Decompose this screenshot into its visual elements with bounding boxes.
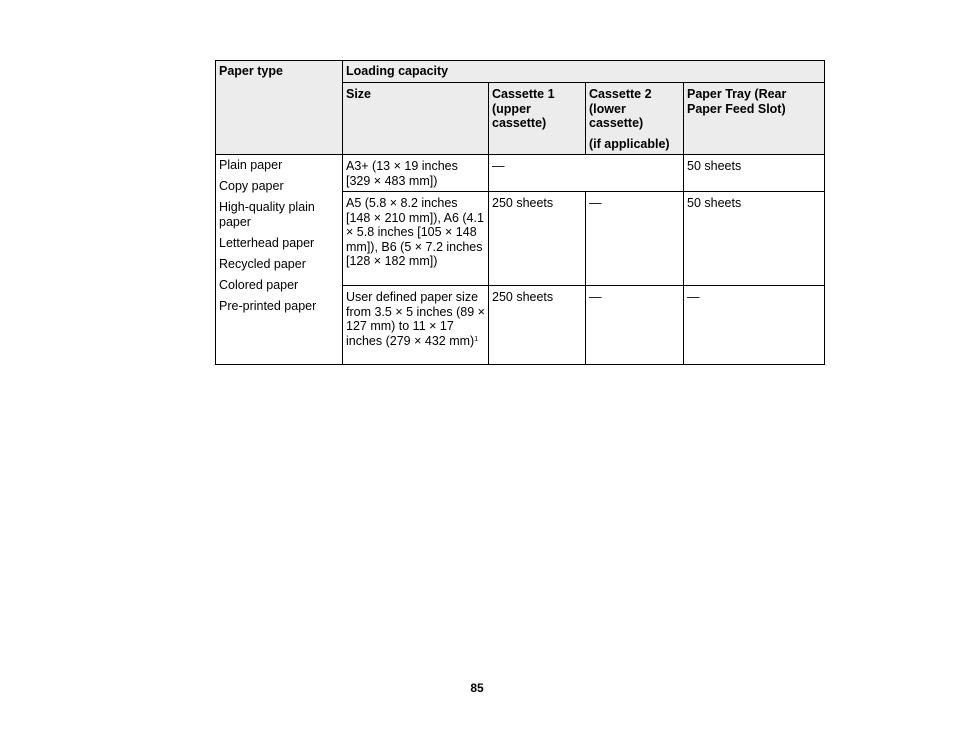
page-number: 85 bbox=[470, 681, 484, 695]
paper-types-cell bbox=[216, 155, 343, 365]
paper-type-item: Colored paper bbox=[219, 277, 299, 292]
header-loading-capacity: Loading capacity bbox=[343, 61, 825, 83]
paper-tray-cell: 50 sheets bbox=[684, 155, 825, 192]
header-cassette-2-note: (if applicable) bbox=[589, 136, 670, 151]
paper-type-item: High-quality plain paper bbox=[219, 200, 315, 229]
paper-capacity-table bbox=[215, 60, 825, 365]
size-text: User defined paper size from 3.5 × 5 inches (89 × 127 mm) to 11 × 17 inches (279 × 432 mm) bbox=[346, 290, 485, 348]
header-size: Size bbox=[343, 83, 489, 155]
size-cell: A3+ (13 × 19 inches [329 × 483 mm]) bbox=[343, 155, 489, 192]
header-paper-tray: Paper Tray (Rear Paper Feed Slot) bbox=[684, 83, 825, 155]
cassette-1-cell: — bbox=[489, 155, 684, 192]
table-row bbox=[216, 155, 825, 192]
paper-type-item: Letterhead paper bbox=[219, 235, 315, 250]
cassette-2-cell: — bbox=[586, 192, 684, 286]
header-cassette-1: Cassette 1 (upper cassette) bbox=[489, 83, 586, 155]
paper-tray-cell: 50 sheets bbox=[684, 192, 825, 286]
paper-type-item: Plain paper bbox=[219, 158, 283, 172]
header-cassette-2-label: Cassette 2 (lower cassette) bbox=[589, 87, 652, 130]
size-cell: A5 (5.8 × 8.2 inches [148 × 210 mm]), A6 (4.1 × 5.8 inches [105 × 148 mm]), B6 (5 × 7.2 inches [128 × 182 mm]) bbox=[343, 192, 489, 286]
footnote-marker: 1 bbox=[474, 335, 479, 343]
cassette-2-cell: — bbox=[586, 286, 684, 365]
paper-type-item: Recycled paper bbox=[219, 256, 306, 271]
size-cell bbox=[343, 286, 489, 365]
header-cassette-2 bbox=[586, 83, 684, 155]
header-paper-type: Paper type bbox=[216, 61, 343, 155]
cassette-1-cell: 250 sheets bbox=[489, 286, 586, 365]
paper-type-item: Copy paper bbox=[219, 179, 284, 193]
paper-tray-cell: — bbox=[684, 286, 825, 365]
paper-type-item: Pre-printed paper bbox=[219, 298, 317, 313]
cassette-1-cell: 250 sheets bbox=[489, 192, 586, 286]
